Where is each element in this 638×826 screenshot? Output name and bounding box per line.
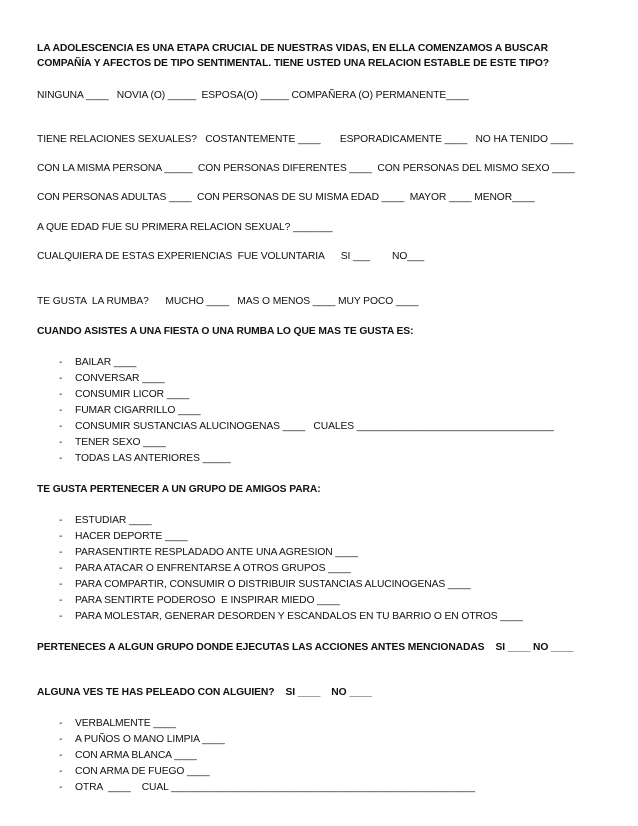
question-fight: ALGUNA VES TE HAS PELEADO CON ALGUIEN? SI ____ NO ____ [37,687,372,698]
list-item: - TODAS LAS ANTERIORES _____ [59,453,231,464]
list-marker: - [59,531,63,542]
list-marker: - [59,547,63,558]
question-belong-group: PERTENECES A ALGUN GRUPO DONDE EJECUTAS LAS ACCIONES ANTES MENCIONADAS SI ____ NO ____ [37,642,574,653]
list-item: - HACER DEPORTE ____ [59,531,188,542]
list-marker: - [59,750,63,761]
list-item: - ESTUDIAR ____ [59,515,152,526]
intro-line-1: LA ADOLESCENCIA ES UNA ETAPA CRUCIAL DE NUESTRAS VIDAS, EN ELLA COMENZAMOS A BUSCAR [37,43,548,54]
list-item: - FUMAR CIGARRILLO ____ [59,405,201,416]
question-voluntary: CUALQUIERA DE ESTAS EXPERIENCIAS FUE VOLUNTARIA SI ___ NO___ [37,251,425,262]
list-item: - CON ARMA DE FUEGO ____ [59,766,210,777]
list-marker: - [59,563,63,574]
relation-options: NINGUNA ____ NOVIA (O) _____ ESPOSA(O) _____ COMPAÑERA (O) PERMANENTE____ [37,90,469,101]
list-marker: - [59,515,63,526]
list-item: - PARASENTIRTE RESPLADADO ANTE UNA AGRESION ____ [59,547,358,558]
list-marker: - [59,405,63,416]
list-marker: - [59,595,63,606]
question-rumba: TE GUSTA LA RUMBA? MUCHO ____ MAS O MENOS ____ MUY POCO ____ [37,296,419,307]
question-same-person: CON LA MISMA PERSONA _____ CON PERSONAS DIFERENTES ____ CON PERSONAS DEL MISMO SEXO ____ [37,163,575,174]
list-item: - BAILAR ____ [59,357,137,368]
list-item: - TENER SEXO ____ [59,437,166,448]
list-item: - PARA COMPARTIR, CONSUMIR O DISTRIBUIR SUSTANCIAS ALUCINOGENAS ____ [59,579,471,590]
list-marker: - [59,734,63,745]
party-heading: CUANDO ASISTES A UNA FIESTA O UNA RUMBA LO QUE MAS TE GUSTA ES: [37,326,414,337]
group-heading: TE GUSTA PERTENECER A UN GRUPO DE AMIGOS PARA: [37,484,321,495]
list-item: - A PUÑOS O MANO LIMPIA ____ [59,734,225,745]
list-item: - PARA MOLESTAR, GENERAR DESORDEN Y ESCANDALOS EN TU BARRIO O EN OTROS ____ [59,611,523,622]
list-marker: - [59,421,63,432]
list-item: - CONVERSAR ____ [59,373,165,384]
list-item: - CONSUMIR LICOR ____ [59,389,190,400]
list-marker: - [59,611,63,622]
list-item: - VERBALMENTE ____ [59,718,176,729]
list-marker: - [59,357,63,368]
list-item: - PARA ATACAR O ENFRENTARSE A OTROS GRUPOS ____ [59,563,351,574]
list-item: - PARA SENTIRTE PODEROSO E INSPIRAR MIEDO ____ [59,595,340,606]
question-adults: CON PERSONAS ADULTAS ____ CON PERSONAS DE SU MISMA EDAD ____ MAYOR ____ MENOR____ [37,192,535,203]
list-item: - CONSUMIR SUSTANCIAS ALUCINOGENAS ____ CUALES ___________________________________ [59,421,554,432]
list-marker: - [59,782,63,793]
list-marker: - [59,766,63,777]
question-sex-relations: TIENE RELACIONES SEXUALES? COSTANTEMENTE ____ ESPORADICAMENTE ____ NO HA TENIDO ____ [37,134,574,145]
list-marker: - [59,718,63,729]
list-marker: - [59,373,63,384]
list-marker: - [59,389,63,400]
list-marker: - [59,437,63,448]
list-marker: - [59,453,63,464]
intro-line-2: COMPAÑÍA Y AFECTOS DE TIPO SENTIMENTAL. TIENE USTED UNA RELACION ESTABLE DE ESTE TIPO? [37,58,550,69]
question-first-age: A QUE EDAD FUE SU PRIMERA RELACION SEXUAL? _______ [37,222,333,233]
list-marker: - [59,579,63,590]
list-item: - OTRA ____ CUAL ______________________________________________________ [59,782,475,793]
list-item: - CON ARMA BLANCA ____ [59,750,197,761]
